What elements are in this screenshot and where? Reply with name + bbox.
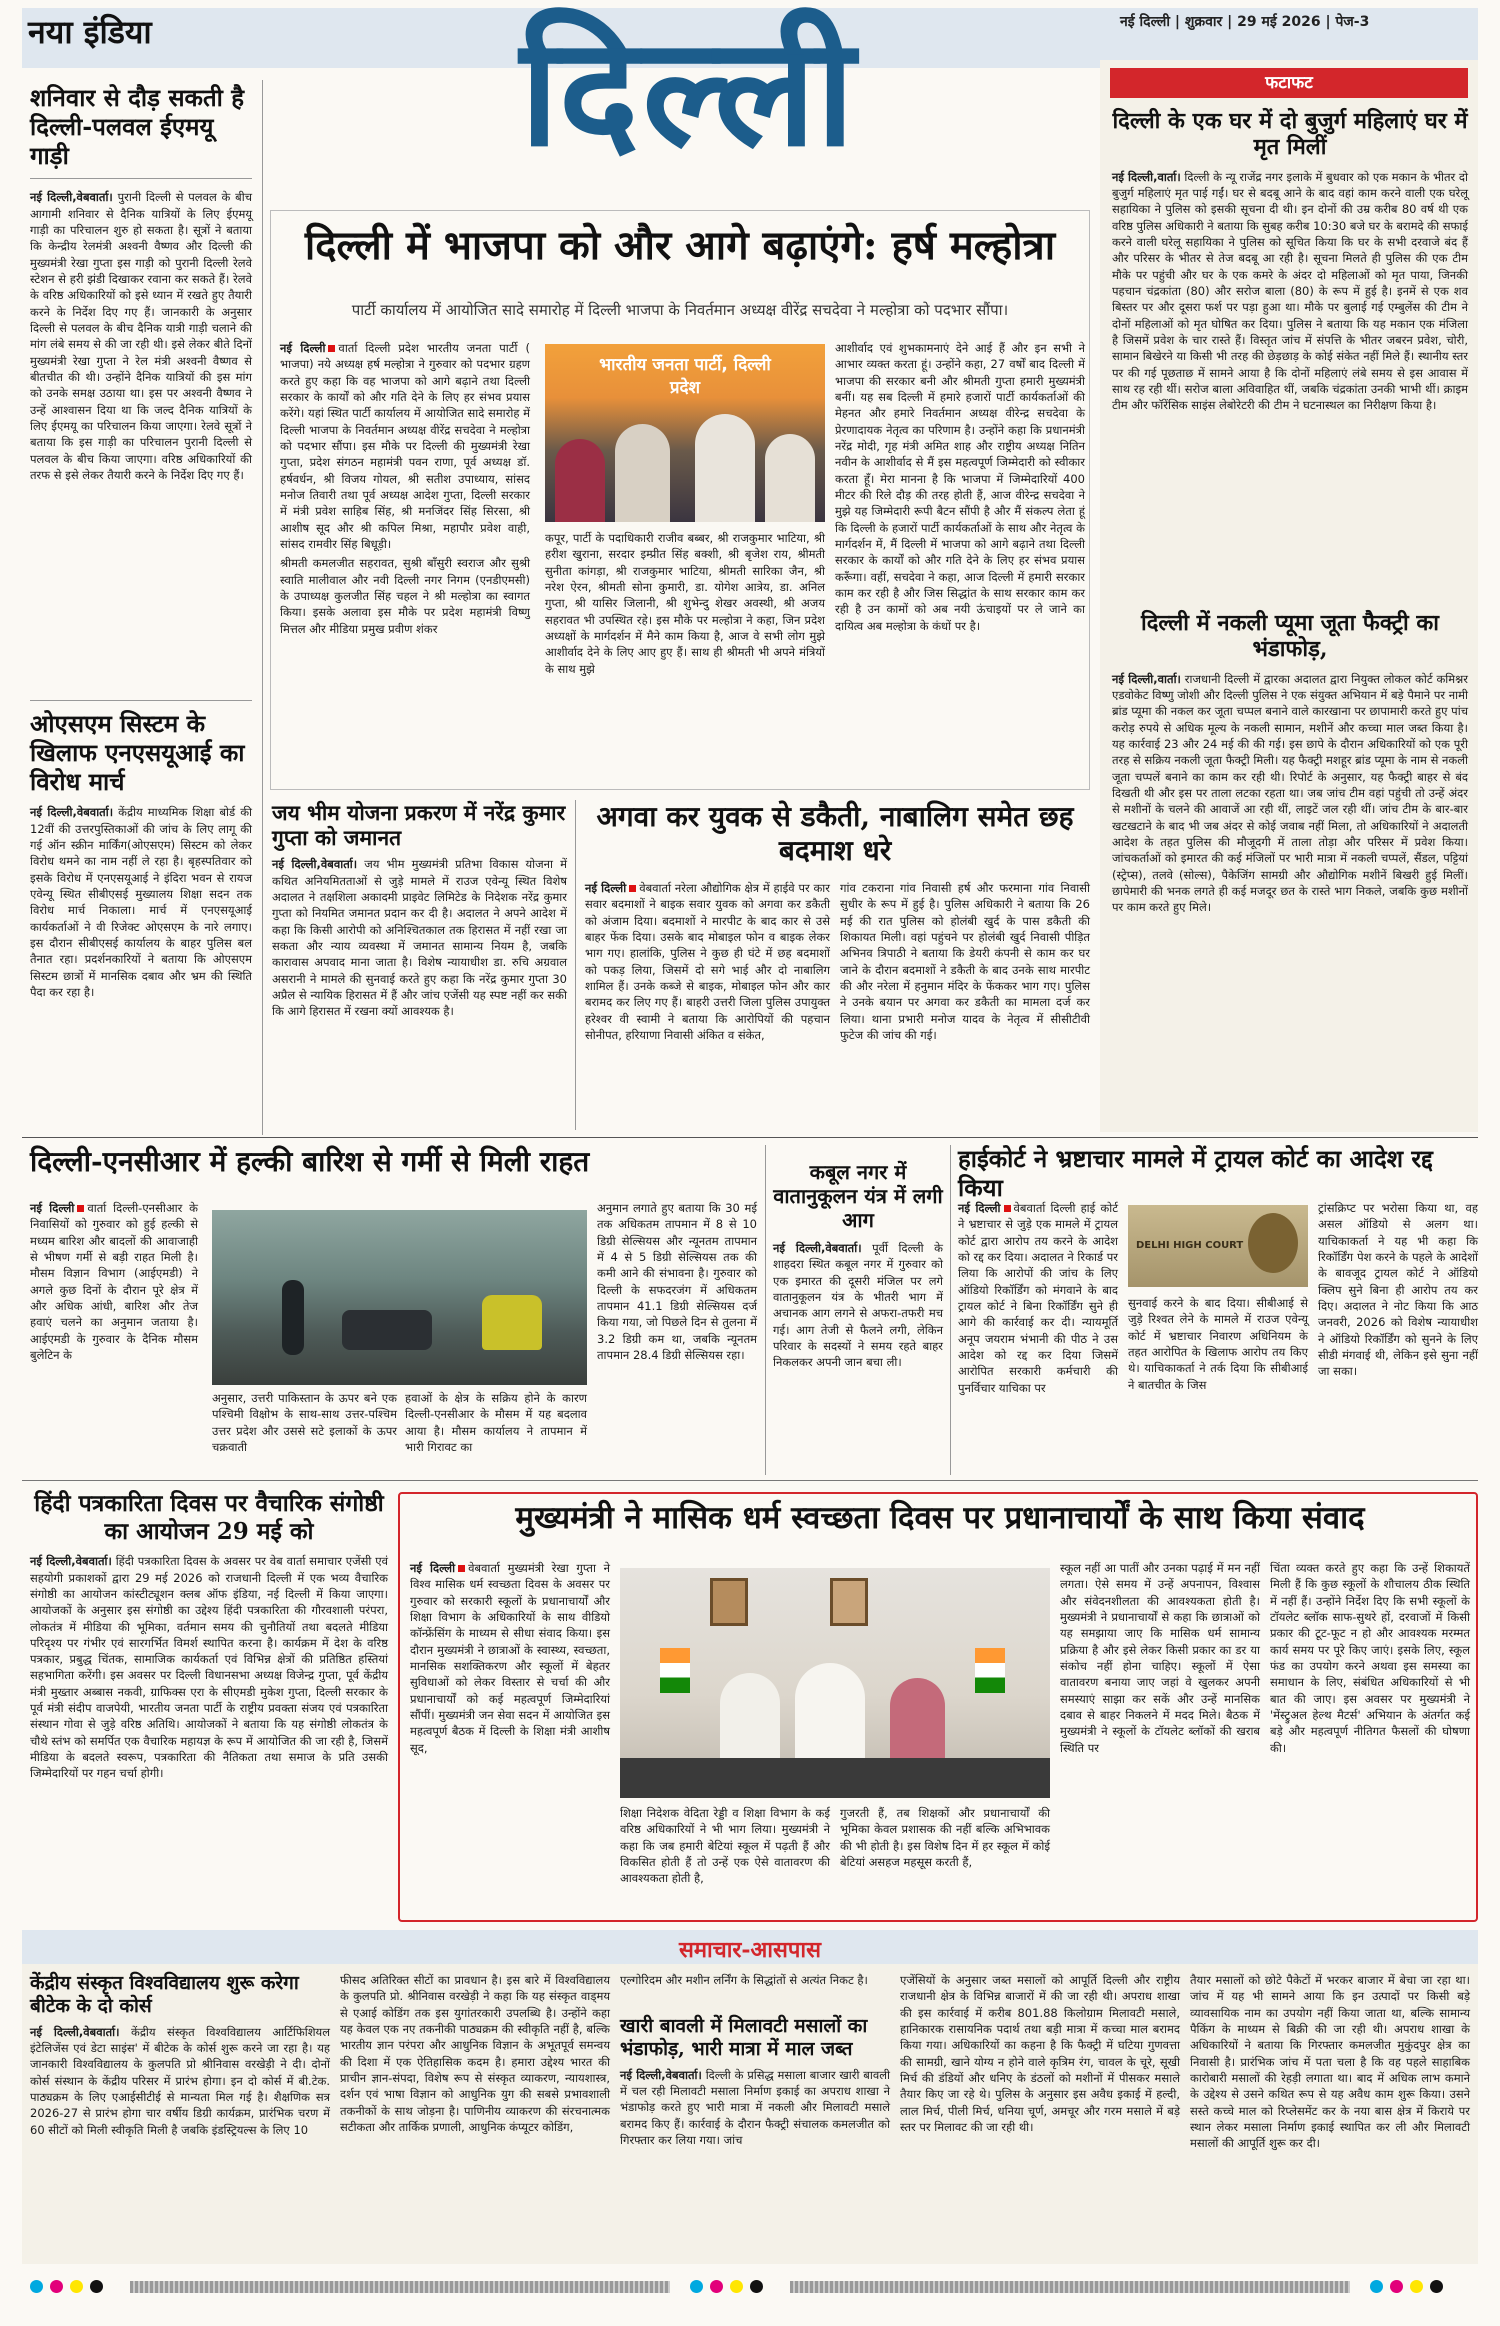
body-text: अनुसार, उत्तरी पाकिस्तान के ऊपर बने एक पश्चिमी विक्षोभ के साथ-साथ उत्तर-पश्चिम उत्तर प्रदेश और उससे सटे इलाकों के ऊपर चक्रवाती (212, 1391, 397, 1454)
black-dot (90, 2280, 103, 2293)
lead-col-3 (835, 340, 1085, 637)
body-text: फीसद अतिरिक्त सीटों का प्रावधान है। इस बारे में विश्वविद्यालय के कुलपति प्रो. श्रीनिवास वरखेड़ी ने कहा कि यह संस्कृत वाड्मय से एआई कोडिंग तक इस युगांतरकारी उपलब्धि है। उन्होंने कहा यह केवल एक नए तकनीकी पाठ्यक्रम की स्वीकृति नहीं है, बल्कि भारतीय ज्ञान परंपरा और आधुनिक विज्ञान के अभूतपूर्व समन्वय की दिशा में एक ऐतिहासिक कदम है। हमारा उद्देश्य भारत की प्राचीन ज्ञान-संपदा, विशेष रूप से संस्कृत व्याकरण, न्यायशास्त्र, दर्शन एवं भाषा विज्ञान को आधुनिक युग की सबसे प्रभावशाली तकनीकों के साथ जोड़ना है। पाणिनीय व्याकरण की संरचनात्मक सटीकता और तार्किक प्रणाली, आधुनिक कंप्यूटर कोडिंग, (340, 1973, 610, 2134)
party-banner: भारतीय जनता पार्टी, दिल्ली प्रदेश (599, 355, 771, 398)
body-text: शिक्षा निदेशक वेदिता रेड्डी व शिक्षा विभाग के कई वरिष्ठ अधिकारियों ने भी भाग लिया। मुख्यमंत्री ने कहा कि जब हमारी बेटियां स्कूल में पढ़ती हैं और विकसित होती हैं तो उन्हें एक ऐसे वातावरण की आवश्यकता होती है, (620, 1806, 830, 1886)
cm-caption-col-2 (840, 1805, 1050, 1873)
red-bullet (629, 885, 636, 892)
section-title: दिल्ली (520, 6, 859, 180)
byline: नई दिल्ली,वेबवार्ता। (30, 805, 114, 820)
body-text: हिंदी पत्रकारिता दिवस के अवसर पर वेब वार्ता समाचार एजेंसी एवं सहयोगी प्रकाशकों द्वारा 29 मई 2026 को राजधानी दिल्ली में एक भव्य वैचारिक संगोष्ठी का आयोजन कांस्टीट्यूशन क्लब ऑफ इंडिया, नई दिल्ली में किया जाएगा। आयोजकों के अनुसार इस संगोष्ठी का उद्देश्य हिंदी पत्रकारिता की गौरवशाली परंपरा, लोकतंत्र में मीडिया की भूमिका, वर्तमान समय की चुनौतियों तथा बदलते मीडिया परिदृश्य पर गंभीर एवं सारगर्भित विमर्श स्थापित करना है। कार्यक्रम में देश के वरिष्ठ पत्रकार, प्रबुद्ध चिंतक, सामाजिक कार्यकर्ता एवं विभिन्न क्षेत्रों की प्रतिष्ठित हस्तियां सहभागिता करेंगी। इस अवसर पर दिल्ली विधानसभा अध्यक्ष विजेन्द्र गुप्ता, पूर्व केंद्रीय मंत्री मुख्तार अब्बास नकवी, ग्राफिक्स एरा के सीएमडी मुकेश गुप्ता, दिल्ली सरकार के पूर्व मंत्री संदीप वाजपेयी, भारतीय जनता पार्टी के राष्ट्रीय प्रवक्ता संजय एवं पत्रकारिता संस्थान गोवा से जुड़े वरिष्ठ अतिथि। आयोजकों ने बताया कि यह संगोष्ठी लोकतंत्र के चौथे स्तंभ को समर्पित एक वैचारिक महायज्ञ के रूप में आयोजित की जा रही है, जिसमें मीडिया के बदलते स्वरूप, पत्रकारिता की नैतिकता तथा समाज के प्रति उसकी जिम्मेदारियों पर गहन चर्चा होगी। (30, 1554, 388, 1781)
cyan-dot (1370, 2280, 1383, 2293)
body-text: एजेंसियों के अनुसार जब्त मसालों को आपूर्ति दिल्ली और राष्ट्रीय राजधानी क्षेत्र के विभिन्न बाजारों में की जा रही थी। अपराध शाखा की इस कार्रवाई में करीब 801.88 किलोग्राम मिलावटी मसाले, हानिकारक रासायनिक पदार्थ तथा बड़ी मात्रा में कच्चा माल बरामद किया गया। अधिकारियों का कहना है कि फैक्ट्री में घटिया गुणवत्ता की सामग्री, खाने योग्य न होने वाले कृत्रिम रंग, चावल के चूरे, सूखी मिर्च की डंडियों और धनिए के डंठलों को मशीनों में पीसकर मसाले तैयार किए जा रहे थे। पुलिस के अनुसार इस अवैध इकाई में हल्दी, लाल मिर्च, पीली मिर्च, धनिया चूर्ण, अमचूर और गरम मसाले में बड़े स्तर पर मिलावट की जा रही थी। (900, 1973, 1180, 2134)
rain-col-2 (212, 1390, 397, 1458)
khari-story (620, 2015, 890, 2151)
khari-col-2 (900, 1972, 1180, 2138)
section-divider (22, 1137, 1478, 1138)
story-headline: ओएसएम सिस्टम के खिलाफ एनएसयूआई का विरोध मार्च (30, 709, 245, 796)
person-figure (765, 434, 815, 522)
red-bullet (458, 1565, 465, 1572)
fatafat-story-1 (1112, 108, 1468, 417)
body-text: चिंता व्यक्त करते हुए कहा कि उन्हें शिकायतें मिली हैं कि कुछ स्कूलों के शौचालय ठीक स्थिति में नहीं हैं। उन्होंने निर्देश दिए कि सभी स्कूलों के टॉयलेट ब्लॉक साफ-सुथरे हों, दरवाजों में किसी प्रकार की टूट-फूट न हो और आवश्यक मरम्मत कार्य समय पर पूरे किए जाएं। इसके लिए, स्कूल फंड का उपयोग करने अथवा इस समस्या का समाधान के लिए, संबंधित अधिकारियों से भी बात की जाए। इस अवसर पर मुख्यमंत्री ने 'मेंस्ट्रुअल हेल्थ मैटर्स' अभियान के अंतर्गत कई बड़े और महत्वपूर्ण नीतिगत फैसलों की घोषणा की। (1270, 1561, 1470, 1755)
byline: नई दिल्ली,वेबवार्ता। (30, 190, 113, 205)
black-dot (750, 2280, 763, 2293)
body-text: दिल्ली-एनसीआर के निवासियों को गुरुवार को हुई हल्की से मध्यम बारिश और बादलों की आवाजाही से भीषण गर्मी से बड़ी राहत मिली है। मौसम विज्ञान विभाग (आईएमडी) ने अगले कुछ दिनों के दौरान पूरे क्षेत्र में और अधिक आंधी, बारिश और तेज हवाएं चलने का अनुमान जताया है। आईएमडी के गुरुवार के दैनिक मौसम बुलेटिन के (30, 1201, 198, 1362)
khari-col-3 (1190, 1972, 1470, 2155)
black-dot (1430, 2280, 1443, 2293)
court-sign: DELHI HIGH COURT (1136, 1240, 1244, 1251)
fatafat-label: फटाफट (1110, 68, 1468, 98)
body-text: आशीर्वाद एवं शुभकामनाएं देने आई हैं और इन सभी ने आभार व्यक्त करता हूं। उन्होंने कहा, 27 वर्षों बाद दिल्ली में भाजपा की सरकार बनी और श्रीमती गुप्ता हमारी मुख्यमंत्री बनीं। यह सब दिल्ली में हमारे हजारों पार्टी कार्यकर्ताओं की मेहनत और हमारे निवर्तमान अध्यक्ष वीरेन्द्र सचदेवा के प्रेरणादायक नेतृत्व का परिणाम है। उन्होंने कहा कि प्रधानमंत्री नरेंद्र मोदी, गृह मंत्री अमित शाह और राष्ट्रीय अध्यक्ष नितिन नवीन के आशीर्वाद से मैं इस महत्वपूर्ण जिम्मेदारी को स्वीकार करता हूँ। मेरा मानना है कि भाजपा में जिम्मेदारियों 400 मीटर की रिले दौड़ की तरह होती हैं, आज वीरेन्द्र सचदेवा ने मुझे यह जिम्मेदारी रूपी बैटन सौंपी है और मैं संकल्प लेता हूं कि दिल्ली के हजारों पार्टी कार्यकर्ताओं के साथ और नेतृत्व के मार्गदर्शन में, मैं दिल्ली में भाजपा को आगे बढ़ाने तथा दिल्ली सरकार के कार्यों को और गति देने के लिए हर संभव प्रयास करूँगा। वहीं, सचदेवा ने कहा, आज दिल्ली में हमारी सरकार काम कर रही है और जिस सिद्धांत के साथ सरकार काम कर रही है उन कामों को अब नयी ऊंचाइयों पर ले जाने का दायित्व अब मल्होत्रा के कंधों पर है। (835, 341, 1085, 633)
color-registration-right (1370, 2280, 1443, 2293)
hindipatra-story (30, 1490, 388, 1785)
source: वार्ता (87, 1201, 107, 1215)
body-text: केंद्रीय संस्कृत विश्वविद्यालय आर्टिफिशियल इंटेलिजेंस एवं डेटा साइंस' में बीटेक के कोर्स शुरू करने जा रहा है। यह जानकारी विश्वविद्यालय के कुलपति प्रो श्रीनिवास वरखेड़ी ने दी। दोनों कोर्स संस्थान के केंद्रीय परिसर में प्रारंभ होगा। इन दो कोर्स में बी.टेक. पाठ्यक्रम के लिए एआईसीटीई से मान्यता मिल गई है। शैक्षणिक सत्र 2026-27 से प्रारंभ होगा चार वर्षीय डिग्री कार्यक्रम, प्रारंभिक चरण में 60 सीटों को मिली स्वीकृति मिली है जबकि इंडस्ट्रियल्स के लिए 10 (30, 2024, 330, 2137)
byline: नई दिल्ली,वेबवार्ता। (30, 2024, 120, 2039)
body-text: जय भीम मुख्यमंत्री प्रतिभा विकास योजना में कथित अनियमितताओं से जुड़े मामले में राउज एवेन्यू स्थित विशेष अदालत ने तक्षशिला अकादमी प्राइवेट लिमिटेड के निदेशक नरेंद्र कुमार गुप्ता को नियमित जमानत प्रदान कर दी है। अदालत ने अपने आदेश में कहा कि किसी आरोपी को अनिश्चितकाल तक हिरासत में नहीं रखा जा सकता और न्याय व्यवस्था में जमानत सामान्य नियम है, जबकि कारावास अपवाद माना जाता है। विशेष न्यायाधीश डा. रुचि अग्रवाल असरानी ने मामले की सुनवाई करते हुए कहा कि नरेंद्र कुमार गुप्ता 30 अप्रैल से न्यायिक हिरासत में हैं और जांच एजेंसी यह स्पष्ट नहीं कर सकी कि आगे हिरासत में रखना क्यों आवश्यक है। (272, 857, 567, 1019)
body-text: स्कूल नहीं आ पातीं और उनका पढ़ाई में मन नहीं लगता। ऐसे समय में उन्हें अपनापन, विश्वास और संवेदनशीलता की आवश्यकता होती है। मुख्यमंत्री ने प्रधानाचार्यों से कहा कि छात्राओं को यह समझाया जाए कि मासिक धर्म सामान्य प्रक्रिया है और इसे लेकर किसी प्रकार का डर या संकोच नहीं होना चाहिए। स्कूलों में ऐसा वातावरण बनाया जाए जहां वे खुलकर अपनी समस्याएं साझा कर सकें और उन्हें मानसिक दबाव से बाहर निकलने में मदद मिले। बैठक में मुख्यमंत्री ने स्कूलों के टॉयलेट ब्लॉकों की खराब स्थिति पर (1060, 1561, 1260, 1755)
aaspaas-label: समाचार-आसपास (679, 1937, 821, 1963)
dateline: नई दिल्ली | शुक्रवार | 29 मई 2026 | पेज-3 (1120, 14, 1370, 30)
byline: नई दिल्ली,वार्ता। (1112, 671, 1181, 686)
story-body (30, 804, 252, 1000)
emblem-icon (1248, 1213, 1298, 1273)
body-text: दिल्ली प्रदेश भारतीय जनता पार्टी ( भाजपा) नये अध्यक्ष हर्ष मल्होत्रा ने गुरुवार को पदभार ग्रहण करते हुए कहा कि वह भाजपा को आगे बढ़ाने तथा दिल्ली सरकार के कार्यों को और गति देने के लिए हर संभव प्रयास करेंगे। यहां स्थित पार्टी कार्यालय में आयोजित सादे समारोह में दिल्ली भाजपा के निवर्तमान अध्यक्ष वीरेंद्र सचदेवा ने मल्होत्रा को पदभार सौंपा। इस मौके पर दिल्ली की मुख्यमंत्री रेखा गुप्ता, प्रदेश संगठन महामंत्री पवन राणा, पूर्व अध्यक्ष डॉ. हर्षवर्धन, श्री विजय गोयल, श्री सतीश उपाध्याय, सांसद मनोज तिवारी तथा पूर्व अध्यक्ष आदेश गुप्ता, दिल्ली सरकार में मंत्री प्रवेश साहिब सिंह, श्री मनजिंदर सिंह सिरसा, श्री आशीष सूद और श्री कपिल मिश्रा, महापौर प्रवेश वाही, सांसद रामवीर सिंह बिधूड़ी। (280, 341, 530, 551)
cm-col-4 (1270, 1560, 1470, 1759)
yellow-dot (1410, 2280, 1423, 2293)
dakaiti-col-2 (840, 880, 1090, 1046)
rain-col-3 (405, 1390, 587, 1458)
section-divider (22, 1480, 1478, 1481)
lead-col-2 (545, 530, 825, 680)
conference-table (620, 1758, 1050, 1798)
cm-col-1 (410, 1560, 610, 1759)
body-text: तैयार मसालों को छोटे पैकेटों में भरकर बाजार में बेचा जा रहा था। जांच में यह भी सामने आया कि इन उत्पादों पर किसी बड़े व्यावसायिक नाम का उपयोग नहीं किया जाता था, बल्कि सामान्य पैकिंग के माध्यम से बिक्री की जा रही थी। अपराध शाखा के अधिकारियों ने बताया कि गिरफ्तार कमलजीत मुकुंदपुर क्षेत्र का निवासी है। प्रारंभिक जांच में पता चला है कि वह पहले साहाबिक कारोबारी मसालों की रेहड़ी लगाता था। बाद में अधिक लाभ कमाने के उद्देश्य से उसने कथित रूप से यह अवैध काम शुरू किया। उसने सस्ते कच्चे माल को रिप्लेसमेंट कर के नया बास क्षेत्र में किराये पर स्थान लेकर मसाला निर्माण इकाई स्थापित कर ली और मिलावटी मसालों की आपूर्ति शुरू कर दी। (1190, 1973, 1470, 2151)
person-figure (795, 1663, 865, 1758)
highcourt-col-1 (958, 1200, 1118, 1399)
dakaiti-col-1 (585, 880, 830, 1046)
flag-icon (660, 1648, 690, 1693)
portrait-frame (710, 1578, 748, 1626)
lead-photo (545, 344, 825, 522)
cm-photo (620, 1568, 1050, 1798)
person-figure (615, 424, 670, 522)
person-figure (695, 414, 755, 522)
portrait-frame (830, 1578, 868, 1626)
flag-icon (975, 1648, 1005, 1693)
body-text: गांव टकराना गांव निवासी हर्ष और फरमाना गांव निवासी सुधीर के रूप में हुई है। पुलिस अधिकारी ने बताया कि 26 मई की रात पुलिस को होलंबी खुर्द के पास डकैती की शिकायत मिली। वहां पहुंचने पर होलंबी खुर्द निवासी पीड़ित अभिनव त्रिपाठी ने बताया कि डेयरी कंपनी से काम कर घर जाने के दौरान बदमाशों ने डकैती के बाद उनके साथ मारपीट की और नरेला में हनुमान मंदिर के फेंककर भाग गए। पुलिस ने उनके बयान पर अगवा कर डकैती का मामला दर्ज कर लिया। थाना प्रभारी मनोज यादव के नेतृत्व में सीसीटीवी फुटेज की जांच की गई। (840, 881, 1090, 1042)
sanskrit-story (30, 1972, 330, 2141)
source: वार्ता (338, 341, 358, 355)
sanskrit-col-2 (340, 1972, 610, 2138)
body-text: मुख्यमंत्री रेखा गुप्ता ने विश्व मासिक धर्म स्वच्छता दिवस के अवसर पर गुरुवार को सरकारी स्कूलों के प्रधानाचार्यों और शिक्षा विभाग के अधिकारियों के साथ वीडियो कॉन्फ्रेंसिंग के माध्यम से सीधा संवाद किया। इस दौरान मुख्यमंत्री ने छात्राओं के स्वास्थ्य, स्वच्छता, मानसिक सशक्तिकरण और स्कूलों में बेहतर सुविधाओं को लेकर विस्तार से चर्चा की और प्रधानाचार्यों को कई महत्वपूर्ण जिम्मेदारियां सौंपीं। मुख्यमंत्री जन सेवा सदन में आयोजित इस महत्वपूर्ण बैठक में दिल्ली के शिक्षा मंत्री आशीष सूद, (410, 1561, 610, 1755)
magenta-dot (1390, 2280, 1403, 2293)
magenta-dot (50, 2280, 63, 2293)
column-rule (765, 1145, 766, 1475)
body-text: पुरानी दिल्ली से पलवल के बीच आगामी शनिवार से दैनिक यात्रियों के लिए ईएमयू गाड़ी का परिचालन शुरु हो सकता है। सूत्रों ने बताया कि केन्द्रीय रेलमंत्री अश्वनी वैष्णव और दिल्ली की मुख्यमंत्री रेखा गुप्ता इस गाड़ी को पुरानी दिल्ली रेलवे स्टेशन से हरी झंडी दिखाकर रवाना कर सकते हैं। रेलवे के वरिष्ठ अधिकारियों को इसे ध्यान में रखते हुए तैयारी करने के निर्देश दिए गए हैं। जानकारी के अनुसार दिल्ली से पलवल के बीच दैनिक यात्री गाड़ी चलाने की मांग लंबे समय से की जा रही थी। इसे लेकर बीते दिनों मुख्यमंत्री रेखा गुप्ता ने रेल मंत्री अश्वनी वैष्णव से बीतचीत की थी। उन्होंने दैनिक यात्रियों की इस मांग को उनके समक्ष उठाया था। इस पर अश्वनी वैष्णव ने उन्हें आश्वासन दिया था कि जल्द दैनिक यात्रियों के लिए ईएमयू का परिचालन किया जाएगा। रेलवे सूत्रों ने बताया कि इस गाड़ी का परिचालन पुरानी दिल्ली से पलवल के बीच किया जाएगा। वरिष्ठ अधिकारियों की तरफ से इसे लेकर तैयारी करने के निर्देश दिए गए हैं। (30, 190, 253, 482)
person-figure (890, 1678, 945, 1758)
story-headline: शनिवार से दौड़ सकती है दिल्ली-पलवल ईएमयू गाड़ी (30, 84, 252, 179)
story-body (30, 189, 252, 483)
yellow-dot (730, 2280, 743, 2293)
highcourt-headline: हाईकोर्ट ने भ्रष्टाचार मामले में ट्रायल कोर्ट का आदेश रद्द किया (958, 1144, 1433, 1202)
divider (30, 700, 252, 701)
story-headline: हिंदी पत्रकारिता दिवस पर वैचारिक संगोष्ठी का आयोजन 29 मई को (34, 1490, 384, 1545)
body-text: दिल्ली हाई कोर्ट ने भ्रष्टाचार से जुड़े एक मामले में ट्रायल कोर्ट द्वारा आरोप तय करने के आदेश को रद्द कर दिया। अदालत ने रिकार्ड पर लिया कि आरोपों की जांच के लिए ऑडियो रिकॉर्डिंग को मंगवाने के बाद ट्रायल कोर्ट ने बिना रिकॉर्डिंग सुने ही आगे की कार्रवाई कर दी। न्यायमूर्ति अनूप जयराम भंभानी की पीठ ने उस आदेश को रद्द कर दिया जिसमें आरोपित सरकारी कर्मचारी की पुनर्विचार याचिका पर (958, 1201, 1118, 1395)
source: वेबवार्ता (1013, 1201, 1046, 1215)
body-text: केंद्रीय माध्यमिक शिक्षा बोर्ड की 12वीं की उत्तरपुस्तिकाओं की जांच के लिए लागू की गई ऑन स्क्रीन मार्किंग(ओएसएम) सिस्टम को लेकर विरोध थमने का नाम नहीं ले रहा है। बृहस्पतिवार को इसके विरोध में एनएसयूआई ने इंदिरा भवन से रायज एवेन्यू स्थित सीबीएसई मुख्यालय शिक्षा सदन तक विरोध मार्च निकाला। मार्च में एनएसयूआई कार्यकर्ताओं ने वी रिजेक्ट ओएसएम के नारे लगाए। इस दौरान सीबीएसई कार्यालय के बाहर पुलिस बल तैनात रहा। प्रदर्शनकारियों ने बताया कि ओएसएम सिस्टम छात्रों में मानसिक दबाव और भ्रम की स्थिति पैदा कर रहा है। (30, 805, 252, 999)
byline: नई दिल्ली,वार्ता। (1112, 169, 1181, 184)
byline: नई दिल्ली,वेबवार्ता। (272, 857, 358, 872)
red-bullet (1004, 1205, 1011, 1212)
rain-col-4 (597, 1200, 757, 1366)
column-rule (575, 800, 576, 1130)
jaibhim-story (272, 800, 567, 1023)
byline: नई दिल्ली,वेबवार्ता। (30, 1554, 112, 1569)
byline: नई दिल्ली,वेबवार्ता। (620, 2067, 702, 2082)
rain-photo (212, 1210, 587, 1385)
story-headline: जय भीम योजना प्रकरण में नरेंद्र कुमार गुप्ता को जमानत (272, 800, 566, 851)
car (342, 1310, 432, 1350)
body-text: गुजरती हैं, तब शिक्षकों और प्रधानाचार्यों की भूमिका केवल प्रशासक की नहीं बल्कि अभिभावक की भी होती है। इस विशेष दिन में हर स्कूल में कोई बेटियां असहज महसूस करती हैं, (840, 1806, 1050, 1869)
column-rule (950, 1145, 951, 1475)
red-bullet (328, 345, 335, 352)
magenta-dot (710, 2280, 723, 2293)
byline: नई दिल्ली (585, 881, 627, 895)
story-headline: केंद्रीय संस्कृत विश्वविद्यालय शुरू करेगा बीटेक के दो कोर्स (30, 1972, 299, 2017)
body-text: राजधानी दिल्ली में द्वारका अदालत द्वारा नियुक्त लोकल कोर्ट कमिश्नर एडवोकेट विष्णु जोशी और दिल्ली पुलिस ने एक संयुक्त अभियान में बड़े पैमाने पर नामी ब्रांड प्यूमा की नकल कर जूता चप्पल बनाने वाले कारखाना पर छापामारी करते हुए पांच करोड़ रुपये से अधिक मूल्य के नकली सामान, मशीनें और कच्चा माल जब्त किया है। यह कार्रवाई 23 और 24 मई की की गई। इस छापे के दौरान अधिकारियों को एक पूरी तरह से सक्रिय नकली जूता फैक्ट्री मिली। यह फैक्ट्री मशहूर ब्रांड प्यूमा के नाम से नकली जूता चप्पलें बनाने का काम कर रही थी। रिपोर्ट के अनुसार, यह फैक्ट्री बाहर से बंद दिखती थी और इस पर ताला लटका रहता था। जब जांच टीम वहां पहुंची तो उन्हें अंदर से मशीनों के चलने की आवाजें आ रही थीं, लाइटें जल रही थीं। जांच टीम के बार-बार खटखटाने के बाद भी जब अंदर से कोई जवाब नहीं मिला, तो अधिकारियों ने अदालती आदेश के तहत पुलिस की मौजूदगी में ताला तोड़ा और परिसर में प्रवेश किया। जांचकर्ताओं को इमारत की कई मंजिलों पर भारी मात्रा में नकली चप्पलें, सैंडल, पट्टियां (स्ट्रेप्स), तलवे (सोल्स), पैकेजिंग सामग्री और औद्योगिक मशीनें बिखरी हुई मिलीं। छापेमारी की भनक लगते ही कई मजदूर छत के रास्ते भाग निकले, जबकि कुछ मशीनों पर काम करते हुए मिले। (1112, 671, 1468, 915)
body-text: दिल्ली के प्रसिद्ध मसाला बाजार खारी बावली में चल रही मिलावटी मसाला निर्माण इकाई का अपराध शाखा ने भंडाफोड़ करते हुए भारी मात्रा में नकली और मिलावटी मसाले बरामद किए हैं। कार्रवाई के दौरान फैक्ट्री संचालक कमलजीत को गिरफ्तार कर लिया गया। जांच (620, 2067, 890, 2147)
story-headline: दिल्ली के एक घर में दो बुजुर्ग महिलाएं घर में मृत मिलीं (1112, 108, 1468, 161)
body-text: कपूर, पार्टी के पदाधिकारी राजीव बब्बर, श्री राजकुमार भाटिया, श्री हरीश खुराना, सरदार इम्प्रीत सिंह बक्शी, श्री बृजेश राय, श्रीमती सुनीता कांगड़ा, श्री राजकुमार भाटिया, श्रीमती सारिका जैन, श्री नरेश ऐरन, श्रीमती सोना कुमारी, डा. योगेश आत्रेय, डा. अनिल गुप्ता, श्री यासिर जिलानी, श्री शुभेन्दु शेखर अवस्थी, श्री अजय सहरावत भी उपस्थित रहे। इस मौके पर मल्होत्रा ने कहा, जिन प्रदेश अध्यक्षों के मार्गदर्शन में मैने काम किया है, आज वे सभी लोग मुझे आशीर्वाद देने के लिए आए हुए हैं। साथ ही श्रीमती भी अपने मंत्रियों के साथ मुझे (545, 531, 825, 676)
left-story-1 (30, 84, 252, 486)
story-headline: कबूल नगर में वातानुकूलन यंत्र में लगी आग (773, 1160, 943, 1232)
highcourt-col-3 (1318, 1200, 1478, 1383)
byline: नई दिल्ली,वेबवार्ता। (773, 1241, 862, 1255)
auto-rickshaw (482, 1295, 542, 1350)
person-figure (720, 1673, 780, 1758)
byline: नई दिल्ली (280, 341, 326, 355)
byline: नई दिल्ली (958, 1201, 1001, 1215)
paper-name: नया इंडिया (28, 13, 152, 51)
cm-col-3 (1060, 1560, 1260, 1759)
body-text: अनुमान लगाते हुए बताया कि 30 मई तक अधिकतम तापमान में 8 से 10 डिग्री सेल्सियस और न्यूनतम तापमान में 4 से 5 डिग्री सेल्सियस तक की कमी आने की संभावना है। गुरुवार को दिल्ली के सफदरजंग में अधिकतम तापमान 41.1 डिग्री सेल्सियस दर्ज किया गया, जो पिछले दिन से तुलना में 3.2 डिग्री कम था, जबकि न्यूनतम तापमान 28.4 डिग्री सेल्सियस रहा। (597, 1201, 757, 1362)
cyan-dot (690, 2280, 703, 2293)
cyan-dot (30, 2280, 43, 2293)
cm-headline: मुख्यमंत्री ने मासिक धर्म स्वच्छता दिवस पर प्रधानाचार्यों के साथ किया संवाद (515, 1500, 1365, 1536)
highcourt-col-2 (1128, 1295, 1308, 1396)
source: वेबवार्ता (468, 1561, 500, 1575)
lead-headline: दिल्ली में भाजपा को और आगे बढ़ाएंगे: हर्ष मल्होत्रा (304, 222, 1056, 269)
story-headline: दिल्ली में नकली प्यूमा जूता फैक्ट्री का भंडाफोड़, (1141, 610, 1439, 663)
body-text: ट्रांसक्रिप्ट पर भरोसा किया था, वह असल ऑडियो से अलग था। याचिकाकर्ता ने यह भी कहा कि रिकॉर्डिंग पेश करने के पहले के आदेशों के बावजूद ट्रायल कोर्ट ने ऑडियो क्लिप सुने बिना ही आरोप तय कर दिए। अदालत ने नोट किया कि आठ जनवरी, 2026 को विशेष न्यायाधीश ने ऑडियो रिकॉर्डिंग को सुनने के लिए सीडी मंगवाई थी, लेकिन इसे सुना नहीं जा सका। (1318, 1201, 1478, 1379)
source: वेबवार्ता (639, 881, 672, 895)
registration-strip (130, 2281, 670, 2293)
kabool-story (773, 1160, 943, 1374)
lead-subhead: पार्टी कार्यालय में आयोजित सादे समारोह में दिल्ली भाजपा के निवर्तमान अध्यक्ष वीरेंद्र सचदेवा ने मल्होत्रा को पदभार सौंपा। (351, 301, 1009, 319)
person-figure (555, 439, 605, 522)
body-text: दिल्ली के न्यू राजेंद्र नगर इलाके में बुधवार को एक मकान के भीतर दो बुजुर्ग महिलाएं मृत पाई गईं। घर से बदबू आने के बाद वहां काम करने वाली एक घरेलू सहायिका ने पुलिस को इसकी सूचना दी थी। इन दोनों की उम्र करीब 80 वर्ष थी एक वरिष्ठ पुलिस अधिकारी ने बताया कि सुबह करीब 10:30 बजे घर के बरामदे की सफाई करने वाली घरेलू सहायिका ने पुलिस को सूचित किया कि घर के सभी दरवाजे बंद हैं और परिसर के भीतर से तेज बदबू आ रही है। सूचना मिलते ही पुलिस की एक टीम मौके पर पहुंची और घर के एक कमरे के अंदर दो महिलाओं को मृत पाया, जिनकी पहचान चंद्रकांता (80) और सरोज बाला (80) के रूप में हुई है। इनमें से एक शव बिस्तर पर और दूसरा फर्श पर पड़ा हुआ था। मौके पर बुलाई गई एम्बुलेंस की टीम ने दोनों महिलाओं को मृत घोषित कर दिया। पुलिस ने बताया कि यह मकान एक मंजिला है जिसमें प्रवेश के चार रास्ते हैं। विस्तृत जांच में संपत्ति के भीतर जबरन प्रवेश, चोरी, सामान बिखेरने या किसी भी तरह की छेड़छाड़ के कोई संकेत नहीं मिले हैं। स्थानीय स्तर पर की गई पूछताछ में सामने आया है कि दोनों महिलाएं लंबे समय से इस आवास में साथ रह रही थीं। सरोज बाला अविवाहित थीं, जबकि चंद्रकांता उनकी भाभी थीं। क्राइम टीम और फॉरेंसिक साइंस लेबोरेटरी की टीम ने घटनास्थल का निरीक्षण किया है। (1112, 169, 1469, 413)
body-text: हवाओं के क्षेत्र के सक्रिय होने के कारण दिल्ली-एनसीआर के मौसम में यह बदलाव आया है। मौसम कार्यालय ने तापमान में भारी गिरावट का (405, 1391, 587, 1454)
rain-col-1 (30, 1200, 198, 1366)
body-text: सुनवाई करने के बाद दिया। सीबीआई से जुड़े रिश्वत लेने के मामले में राउज एवेन्यू कोर्ट में भ्रष्टाचार निवारण अधिनियम के तहत आरोपित के खिलाफ आरोप तय किए थे। याचिकाकर्ता ने तर्क दिया कि सीबीआई ने बातचीत के जिस (1128, 1296, 1308, 1392)
body-text: श्रीमती कमलजीत सहरावत, सुश्री बाँसुरी स्वराज और सुश्री स्वाति मालीवाल और नवी दिल्ली नगर निगम (एनडीएमसी) के उपाध्यक्ष कुलजीत सिंह चहल ने श्री मल्होत्रा का स्वागत किया। इसके अलावा इस मौके पर प्रदेश महामंत्री विष्णु मित्तल और मीडिया प्रमुख प्रवीण शंकर (280, 556, 530, 636)
red-bullet (77, 1205, 84, 1212)
registration-strip (790, 2281, 1350, 2293)
cm-caption-col-1 (620, 1805, 830, 1890)
column-rule (262, 80, 263, 1135)
byline: नई दिल्ली (410, 1561, 456, 1575)
body-text: एल्गोरिदम और मशीन लर्निंग के सिद्धांतों से अत्यंत निकट है। (620, 1973, 868, 1987)
fatafat-story-2 (1112, 610, 1468, 919)
rain-headline: दिल्ली-एनसीआर में हल्की बारिश से गर्मी से मिली राहत (30, 1145, 590, 1178)
body-text: नरेला औद्योगिक क्षेत्र में हाईवे पर कार सवार बदमाशों ने बाइक सवार युवक को अगवा कर डकैती को अंजाम दिया। बदमाशों ने मारपीट के बाद कार से उसे बाहर फेंक दिया। उसके बाद मोबाइल फोन व बाइक लेकर भाग गए। हालांकि, पुलिस ने कुछ ही घंटे में छह बदमाशों को पकड़ लिया, जिसमें दो सगे भाई और दो नाबालिग शामिल हैं। उनके कब्जे से बाइक, मोबाइल फोन और कार बरामद कर लिए गए हैं। बाहरी उत्तरी जिला पुलिस उपायुक्त हरेश्वर वी स्वामी ने बताया कि आरोपियों की पहचान सोनीपत, हरियाणा निवासी अंकित व संकेत, (585, 881, 830, 1042)
color-registration-mid (690, 2280, 763, 2293)
lead-col-1 (280, 340, 530, 640)
yellow-dot (70, 2280, 83, 2293)
story-headline: खारी बावली में मिलावटी मसालों का भंडाफोड़, भारी मात्रा में माल जब्त (620, 2015, 868, 2060)
pedestrian (282, 1280, 304, 1355)
left-story-2 (30, 710, 252, 1003)
highcourt-photo (1128, 1205, 1308, 1287)
byline: नई दिल्ली (30, 1201, 75, 1215)
sanskrit-col-3 (620, 1972, 890, 1991)
dakaiti-headline: अगवा कर युवक से डकैती, नाबालिग समेत छह बदमाश धरे (596, 800, 1074, 867)
color-registration-left (30, 2280, 103, 2293)
body-text: पूर्वी दिल्ली के शाहदरा स्थित कबूल नगर में गुरुवार को एक इमारत की दूसरी मंजिल पर लगे वातानुकूलन यंत्र के भीतरी भाग में अचानक आग लगने से अफरा-तफरी मच गई। आग तेजी से फैलने लगी, लेकिन परिवार के सदस्यों ने समय रहते बाहर निकलकर अपनी जान बचा ली। (773, 1241, 943, 1370)
